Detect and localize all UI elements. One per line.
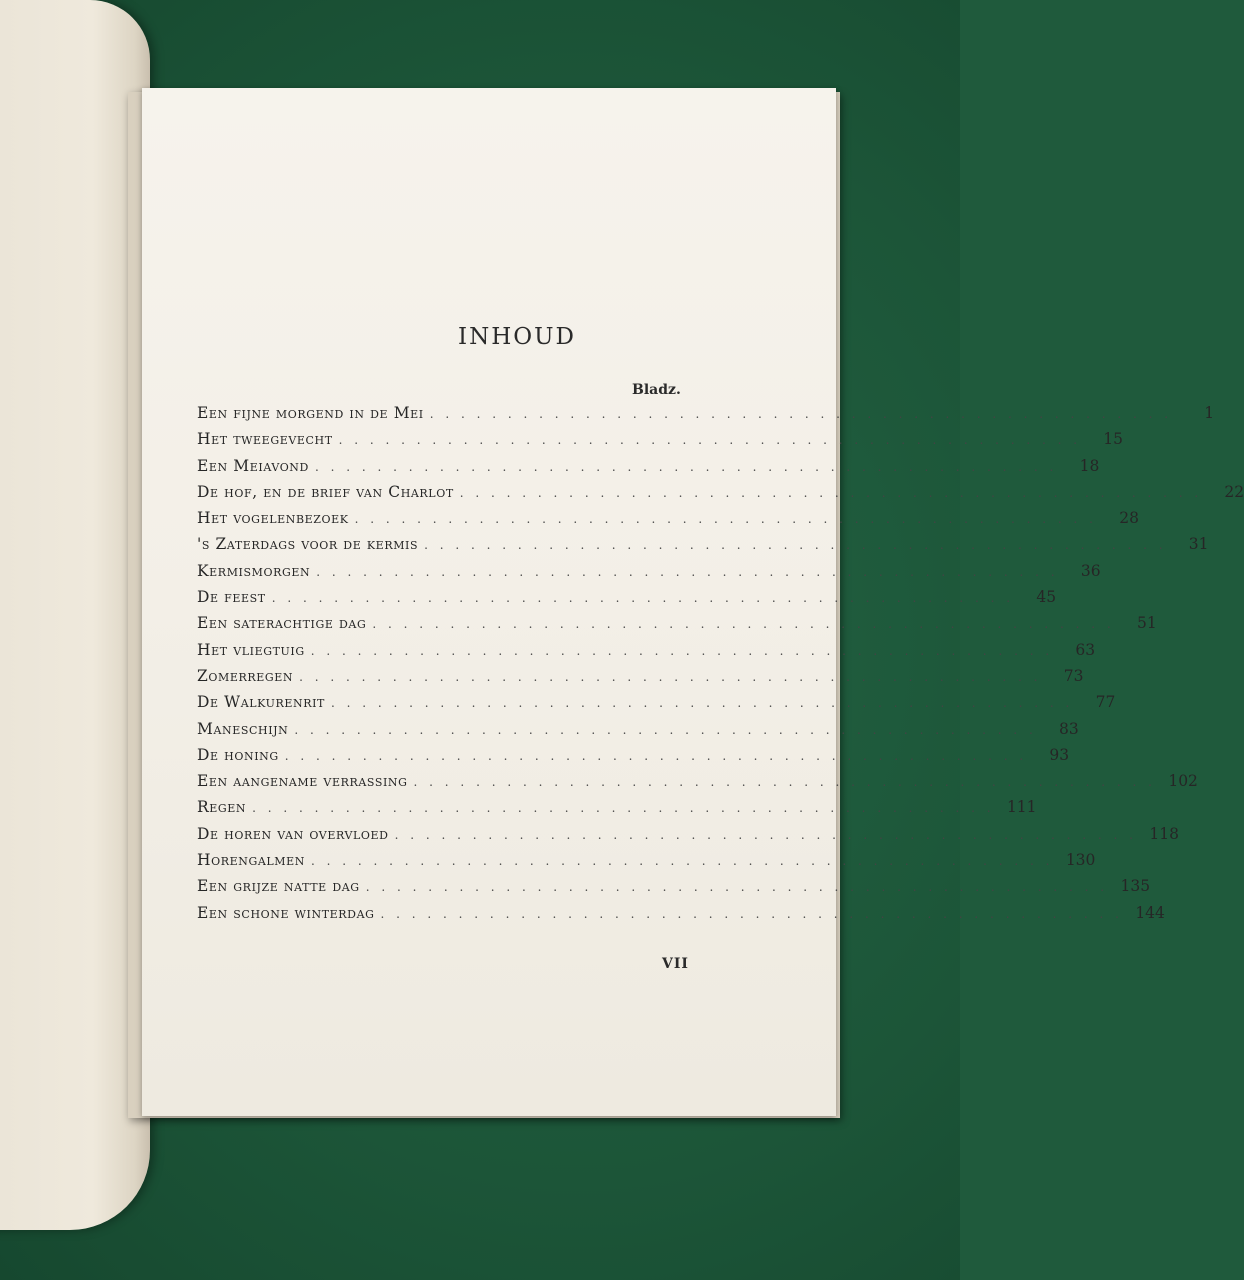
toc-entry-title: Een aangename verrassing — [197, 772, 408, 791]
toc-entry-title: 's Zaterdags voor de kermis — [197, 535, 419, 554]
page-column-label: Bladz. — [632, 382, 681, 398]
toc-leader-dots: . . . . . . . . . . . . . . . . . . . . . . . . . . . . . . . . . . . . . . . . . . . . . . . . — [429, 407, 1173, 421]
toc-entry — [197, 614, 1157, 640]
toc-entry-title: Kermismorgen — [197, 561, 311, 580]
toc-entry-title: Een Meiavond — [197, 456, 309, 475]
toc-entry — [197, 693, 1116, 719]
toc-leader-dots: . . . . . . . . . . . . . . . . . . . . . . . . . . . . . . . . . . . . . . . . . . . . . . . . — [310, 643, 1054, 658]
toc-entry — [197, 509, 1139, 535]
toc-entry-title: Zomerregen — [197, 666, 294, 685]
toc-entry-title: Een fijne morgend in de Mei — [197, 404, 424, 422]
toc-leader-dots: . . . . . . . . . . . . . . . . . . . . . . . . . . . . . . . . . . . . . . . . . . . . . . . . — [394, 827, 1137, 842]
toc-entry — [197, 404, 1215, 430]
toc-entry — [197, 482, 1244, 509]
book-page — [142, 88, 1244, 1116]
toc-entry — [197, 903, 1165, 930]
toc-entry-page: 144 — [1135, 903, 1165, 922]
toc-entry-title: De feest — [197, 588, 266, 607]
toc-entry-page: 77 — [1095, 693, 1116, 712]
toc-entry-page: 111 — [1006, 798, 1037, 817]
toc-leader-dots: . . . . . . . . . . . . . . . . . . . . . . . . . . . . . . . . . . . . . . . . . . . . . . . . — [330, 696, 1074, 711]
toc-entry — [197, 877, 1151, 903]
toc-entry-page: 63 — [1075, 640, 1096, 659]
toc-entry — [197, 745, 1070, 772]
page-title: INHOUD — [458, 324, 576, 350]
toc-entry — [197, 719, 1079, 746]
toc-entry — [197, 851, 1096, 877]
toc-entry — [197, 772, 1198, 798]
toc-leader-dots: . . . . . . . . . . . . . . . . . . . . . . . . . . . . . . . . . . . . . . . . . . . . . . . . — [338, 433, 1082, 448]
toc-entry-title: Het vogelenbezoek — [197, 509, 349, 528]
toc-entry-page: 73 — [1063, 666, 1084, 685]
toc-entry-page: 36 — [1080, 561, 1101, 580]
toc-entry-page: 22 — [1224, 482, 1244, 501]
toc-entry-title: Het tweegevecht — [197, 430, 333, 449]
toc-entry — [197, 640, 1096, 667]
toc-entry-title: De horen van overvloed — [197, 824, 389, 843]
toc-entry — [197, 824, 1179, 851]
toc-entry-title: Het vliegtuig — [197, 640, 305, 659]
toc-entry-title: De hof, en de brief van Charlot — [197, 482, 454, 501]
toc-leader-dots: . . . . . . . . . . . . . . . . . . . . . . . . . . . . . . . . . . . . . . . . . . . . . . . . — [365, 880, 1109, 895]
toc-leader-dots: . . . . . . . . . . . . . . . . . . . . . . . . . . . . . . . . . . . . . . . . . . . . . . . . — [252, 801, 995, 816]
toc-entry-page: 135 — [1120, 877, 1151, 896]
toc-entry-title: Regen — [197, 798, 247, 817]
toc-leader-dots: . . . . . . . . . . . . . . . . . . . . . . . . . . . . . . . . . . . . . . . . . . . . . . . . — [459, 485, 1203, 500]
toc-entry-title: Maneschijn — [197, 719, 289, 738]
toc-leader-dots: . . . . . . . . . . . . . . . . . . . . . . . . . . . . . . . . . . . . . . . . . . . . . . . . — [284, 748, 1028, 763]
toc-leader-dots: . . . . . . . . . . . . . . . . . . . . . . . . . . . . . . . . . . . . . . . . . . . . . . . . — [424, 538, 1167, 553]
toc-entry-title: Een schone winterdag — [197, 903, 375, 922]
toc-entry-page: 118 — [1149, 824, 1179, 843]
toc-leader-dots: . . . . . . . . . . . . . . . . . . . . . . . . . . . . . . . . . . . . . . . . . . . . . . . . — [413, 775, 1156, 790]
toc-entry-page: 83 — [1059, 719, 1079, 738]
toc-entry — [197, 430, 1124, 456]
toc-leader-dots: . . . . . . . . . . . . . . . . . . . . . . . . . . . . . . . . . . . . . . . . . . . . . . . . — [314, 459, 1058, 474]
toc-list — [197, 404, 1244, 930]
toc-entry — [197, 798, 1037, 824]
toc-entry-page: 93 — [1049, 745, 1070, 764]
toc-entry-title: De honing — [197, 745, 279, 764]
toc-entry — [197, 666, 1084, 693]
toc-entry-title: Horengalmen — [197, 851, 306, 870]
toc-entry-page: 102 — [1168, 772, 1198, 791]
toc-leader-dots: . . . . . . . . . . . . . . . . . . . . . . . . . . . . . . . . . . . . . . . . . . . . . . . . — [380, 906, 1123, 921]
toc-entry-page: 15 — [1103, 430, 1124, 449]
toc-entry-page: 31 — [1188, 535, 1209, 554]
toc-leader-dots: . . . . . . . . . . . . . . . . . . . . . . . . . . . . . . . . . . . . . . . . . . . . . . . . — [372, 617, 1115, 632]
toc-entry-title: Een grijze natte dag — [197, 877, 360, 896]
toc-entry-page: 51 — [1137, 614, 1157, 633]
page-number-folio: VII — [662, 956, 689, 972]
toc-entry — [197, 535, 1209, 561]
toc-entry-title: De Walkurenrit — [197, 693, 325, 712]
toc-entry-page: 45 — [1036, 588, 1057, 607]
toc-entry-page: 28 — [1119, 509, 1139, 528]
toc-leader-dots: . . . . . . . . . . . . . . . . . . . . . . . . . . . . . . . . . . . . . . . . . . . . . . . . — [294, 722, 1037, 737]
toc-entry — [197, 561, 1101, 588]
toc-leader-dots: . . . . . . . . . . . . . . . . . . . . . . . . . . . . . . . . . . . . . . . . . . . . . . . . — [354, 512, 1097, 527]
toc-entry — [197, 456, 1100, 483]
toc-entry-page: 1 — [1204, 404, 1215, 422]
toc-leader-dots: . . . . . . . . . . . . . . . . . . . . . . . . . . . . . . . . . . . . . . . . . . . . . . . . — [271, 591, 1015, 606]
toc-entry-title: Een saterachtige dag — [197, 614, 367, 633]
toc-entry-page: 130 — [1065, 851, 1096, 870]
toc-leader-dots: . . . . . . . . . . . . . . . . . . . . . . . . . . . . . . . . . . . . . . . . . . . . . . . . — [311, 854, 1054, 869]
toc-leader-dots: . . . . . . . . . . . . . . . . . . . . . . . . . . . . . . . . . . . . . . . . . . . . . . . . — [299, 669, 1042, 684]
toc-leader-dots: . . . . . . . . . . . . . . . . . . . . . . . . . . . . . . . . . . . . . . . . . . . . . . . . — [316, 564, 1059, 579]
toc-entry-page: 18 — [1079, 456, 1100, 475]
toc-entry — [197, 588, 1057, 614]
